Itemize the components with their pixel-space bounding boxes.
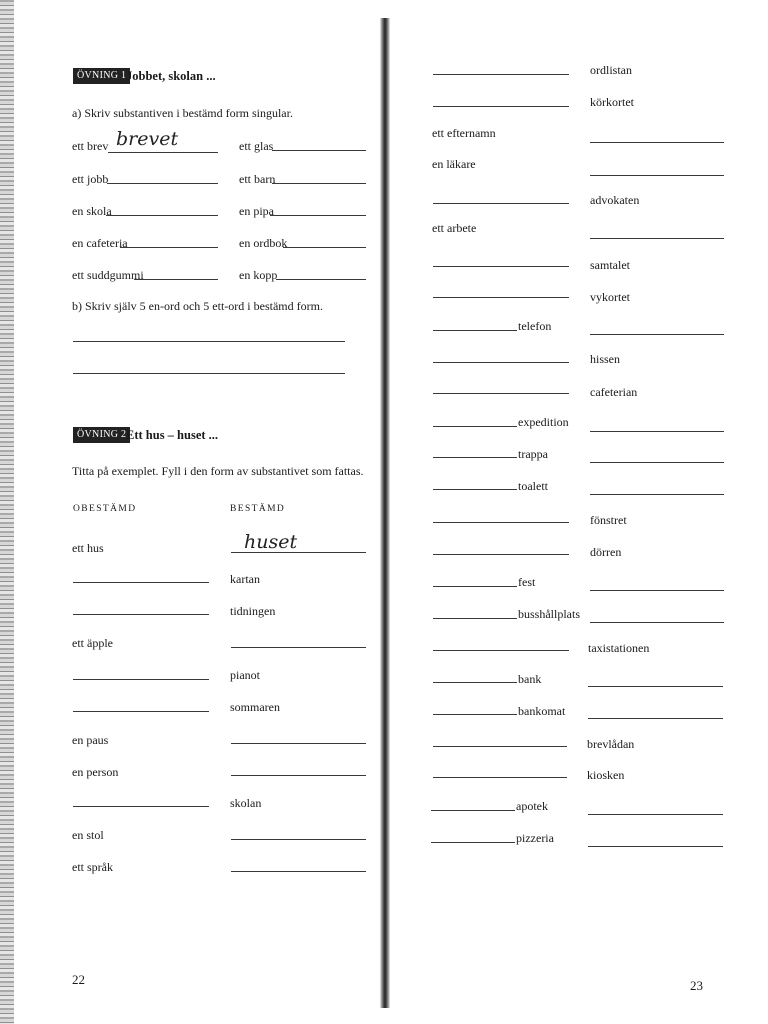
answer-line[interactable] <box>590 334 724 335</box>
ex1-word: ett jobb <box>72 172 109 186</box>
handwritten-answer: huset <box>244 531 298 553</box>
ex2-word: tidningen <box>230 604 276 618</box>
answer-line[interactable] <box>73 711 209 712</box>
ex1-word: en kopp <box>239 268 278 282</box>
answer-line[interactable] <box>272 183 366 184</box>
answer-line[interactable] <box>283 247 366 248</box>
answer-line[interactable] <box>231 552 366 553</box>
ex2-word: sommaren <box>230 700 280 714</box>
answer-line[interactable] <box>73 614 209 615</box>
answer-line[interactable] <box>433 714 517 715</box>
exercise-2-title: Ett hus – huset ... <box>126 428 219 442</box>
answer-line[interactable] <box>433 618 517 619</box>
exercise-2-badge: ÖVNING 2 <box>73 427 130 443</box>
ex2-word: en paus <box>72 733 109 747</box>
page-number-left: 22 <box>72 972 85 987</box>
page-edge-left <box>0 0 14 1024</box>
answer-line[interactable] <box>433 203 569 204</box>
word-item: samtalet <box>590 258 630 272</box>
answer-line[interactable] <box>73 582 209 583</box>
ex2-word: ett språk <box>72 860 113 874</box>
answer-line[interactable] <box>433 489 517 490</box>
answer-line[interactable] <box>107 183 218 184</box>
word-item: apotek <box>516 799 548 813</box>
answer-line[interactable] <box>433 777 567 778</box>
answer-line[interactable] <box>433 106 569 107</box>
word-item: expedition <box>518 415 569 429</box>
answer-line[interactable] <box>588 846 723 847</box>
answer-line[interactable] <box>433 457 517 458</box>
ex1-word: en skola <box>72 204 112 218</box>
book-spine <box>380 18 390 1008</box>
word-item: toalett <box>518 479 548 493</box>
word-item: vykortet <box>590 290 630 304</box>
answer-line[interactable] <box>231 871 366 872</box>
answer-line[interactable] <box>590 622 724 623</box>
answer-line[interactable] <box>433 746 567 747</box>
word-item: ordlistan <box>590 63 632 77</box>
answer-line[interactable] <box>134 279 218 280</box>
ex1-word: en cafeteria <box>72 236 128 250</box>
answer-line[interactable] <box>433 586 517 587</box>
answer-line[interactable] <box>431 810 515 811</box>
answer-line[interactable] <box>231 775 366 776</box>
answer-line[interactable] <box>272 150 366 151</box>
ex1-word: ett glas <box>239 139 274 153</box>
answer-line[interactable] <box>590 175 724 176</box>
word-item: fönstret <box>590 513 627 527</box>
word-item: advokaten <box>590 193 640 207</box>
exercise-1b-instruction: b) Skriv själv 5 en-ord och 5 ett-ord i bestämd form. <box>72 299 323 313</box>
answer-line[interactable] <box>120 247 218 248</box>
answer-line[interactable] <box>433 297 569 298</box>
answer-line[interactable] <box>590 494 724 495</box>
answer-line[interactable] <box>73 373 345 374</box>
ex2-word: en person <box>72 765 119 779</box>
answer-line[interactable] <box>270 215 366 216</box>
answer-line[interactable] <box>231 743 366 744</box>
word-item: taxistationen <box>588 641 650 655</box>
word-item: busshållplats <box>518 607 580 621</box>
word-item: dörren <box>590 545 622 559</box>
word-item: bank <box>518 672 542 686</box>
answer-line[interactable] <box>590 431 724 432</box>
word-item: kiosken <box>587 768 625 782</box>
answer-line[interactable] <box>73 679 209 680</box>
word-item: bankomat <box>518 704 566 718</box>
word-item: körkortet <box>590 95 634 109</box>
answer-line[interactable] <box>433 330 517 331</box>
ex1-word: ett barn <box>239 172 276 186</box>
column-header-definite: BESTÄMD <box>230 504 286 514</box>
answer-line[interactable] <box>433 74 569 75</box>
answer-line[interactable] <box>588 814 723 815</box>
answer-line[interactable] <box>433 650 569 651</box>
answer-line[interactable] <box>73 806 209 807</box>
answer-line[interactable] <box>590 590 724 591</box>
answer-line[interactable] <box>106 215 218 216</box>
exercise-1a-instruction: a) Skriv substantiven i bestämd form singular. <box>72 106 293 120</box>
exercise-1-badge: ÖVNING 1 <box>73 68 130 84</box>
answer-line[interactable] <box>433 554 569 555</box>
word-item: cafeterian <box>590 385 638 399</box>
word-item: brevlådan <box>587 737 635 751</box>
handwritten-answer: brevet <box>116 128 179 150</box>
ex2-word: ett äpple <box>72 636 113 650</box>
answer-line[interactable] <box>433 522 569 523</box>
word-item: en läkare <box>432 157 476 171</box>
answer-line[interactable] <box>276 279 366 280</box>
word-item: telefon <box>518 319 552 333</box>
word-item: ett arbete <box>432 221 477 235</box>
answer-line[interactable] <box>108 152 218 153</box>
column-header-indefinite: OBESTÄMD <box>73 504 137 514</box>
ex2-word: kartan <box>230 572 260 586</box>
ex1-word: ett suddgummi <box>72 268 144 282</box>
word-item: hissen <box>590 352 620 366</box>
answer-line[interactable] <box>231 839 366 840</box>
exercise-1-title: Jobbet, skolan ... <box>126 69 216 83</box>
answer-line[interactable] <box>588 686 723 687</box>
answer-line[interactable] <box>590 462 724 463</box>
answer-line[interactable] <box>590 142 724 143</box>
page-number-right: 23 <box>690 978 703 993</box>
ex1-word: ett brev <box>72 139 109 153</box>
word-item: pizzeria <box>516 831 554 845</box>
answer-line[interactable] <box>433 362 569 363</box>
word-item: fest <box>518 575 536 589</box>
answer-line[interactable] <box>231 647 366 648</box>
answer-line[interactable] <box>433 426 517 427</box>
answer-line[interactable] <box>431 842 515 843</box>
answer-line[interactable] <box>73 341 345 342</box>
ex2-word: en stol <box>72 828 104 842</box>
word-item: trappa <box>518 447 548 461</box>
answer-line[interactable] <box>433 266 569 267</box>
ex2-word: pianot <box>230 668 260 682</box>
answer-line[interactable] <box>588 718 723 719</box>
answer-line[interactable] <box>433 682 517 683</box>
word-item: ett efternamn <box>432 126 496 140</box>
ex1-word: en ordbok <box>239 236 288 250</box>
answer-line[interactable] <box>590 238 724 239</box>
ex1-word: en pipa <box>239 204 274 218</box>
exercise-2-instruction: Titta på exemplet. Fyll i den form av substantivet som fattas. <box>72 464 364 478</box>
ex2-word: skolan <box>230 796 262 810</box>
answer-line[interactable] <box>433 393 569 394</box>
ex2-word: ett hus <box>72 541 104 555</box>
